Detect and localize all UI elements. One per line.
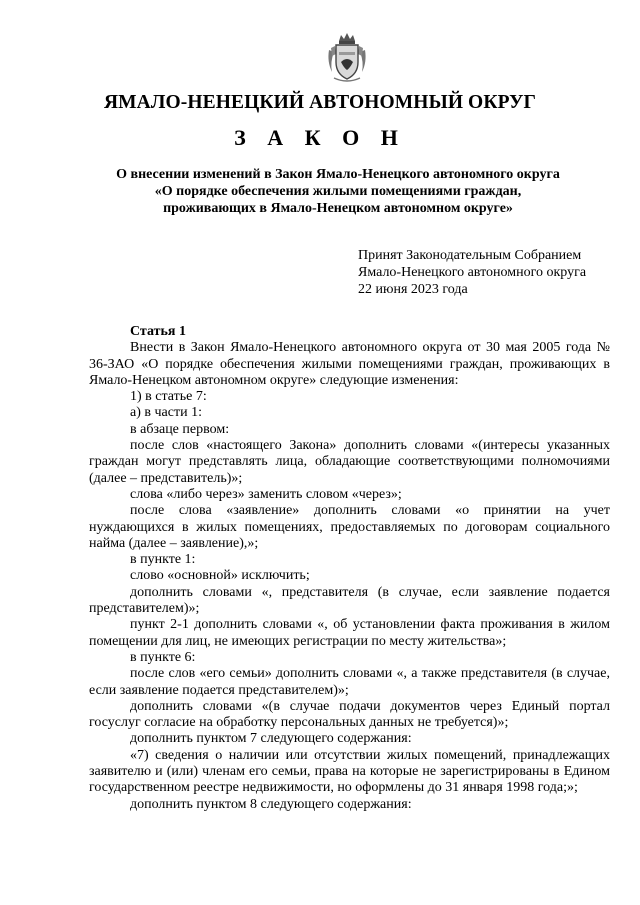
- adoption-line: Принят Законодательным Собранием: [358, 248, 582, 263]
- body-paragraph: дополнить пунктом 7 следующего содержания:: [130, 731, 412, 747]
- subject-line: О внесении изменений в Закон Ямало-Ненецкого автономного округа: [116, 167, 560, 182]
- body-paragraph: в пункте 6:: [130, 649, 196, 665]
- body-paragraph: 1) в статье 7:: [130, 389, 207, 405]
- subject-line: «О порядке обеспечения жилыми помещениями граждан,: [154, 184, 522, 199]
- body-paragraph: «7) сведения о наличии или отсутствии жилых помещений, принадлежащих заявителю и (или) членам его семьи, права на которые не зарегистрированы в Едином государственном реестре недвижимости, но оформлены до 31 января 1998 года;»;: [89, 747, 610, 796]
- body-paragraph: слово «основной» исключить;: [130, 568, 310, 584]
- coat-of-arms-emblem: [326, 32, 368, 84]
- region-title: ЯМАЛО-НЕНЕЦКИЙ АВТОНОМНЫЙ ОКРУГ: [103, 92, 537, 113]
- adoption-note: [358, 247, 586, 298]
- body-paragraph: дополнить пунктом 8 следующего содержания:: [130, 796, 412, 812]
- body-paragraph: в пункте 1:: [130, 552, 196, 568]
- body-paragraph: Внести в Закон Ямало-Ненецкого автономного округа от 30 мая 2005 года № 36-ЗАО «О порядке обеспечения жилыми помещениями граждан, проживающих в Ямало-Ненецком автономном округе» следующие изменения:: [89, 340, 610, 388]
- body-paragraph: после слов «настоящего Закона» дополнить словами «(интересы указанных граждан могут представлять лица, обладающие соответствующими полномочиями (далее – представитель)»;: [89, 438, 610, 486]
- body-paragraph: после слов «его семьи» дополнить словами «, а также представителя (в случае, если заявление подается представителем)»;: [89, 666, 610, 698]
- adoption-date: 22 июня 2023 года: [358, 282, 468, 297]
- law-body: [89, 324, 610, 813]
- body-paragraph: дополнить словами «(в случае подачи документов через Единый портал госуслуг согласие на обработку персональных данных не требуется)»;: [89, 698, 610, 731]
- body-paragraph: дополнить словами «, представителя (в случае, если заявление подается представителем)»;: [89, 584, 610, 617]
- document-type-title: З А К О Н: [234, 125, 406, 150]
- body-paragraph: в абзаце первом:: [130, 421, 230, 437]
- body-paragraph: после слова «заявление» дополнить словами «о принятии на учет нуждающихся в жилых помещениях, предоставляемых по договорам социального найма (далее – заявление),»;: [89, 503, 610, 551]
- adoption-line: Ямало-Ненецкого автономного округа: [358, 265, 587, 280]
- body-paragraph: а) в части 1:: [130, 405, 202, 421]
- body-paragraph: слова «либо через» заменить словом «через»;: [130, 486, 402, 502]
- law-subject-heading: [80, 166, 596, 217]
- body-paragraph: пункт 2-1 дополнить словами «, об установлении факта проживания в жилом помещении для лиц, не имеющих регистрации по месту жительства»;: [89, 617, 610, 649]
- article-title: Статья 1: [130, 324, 186, 339]
- subject-line: проживающих в Ямало-Ненецком автономном округе»: [163, 201, 513, 216]
